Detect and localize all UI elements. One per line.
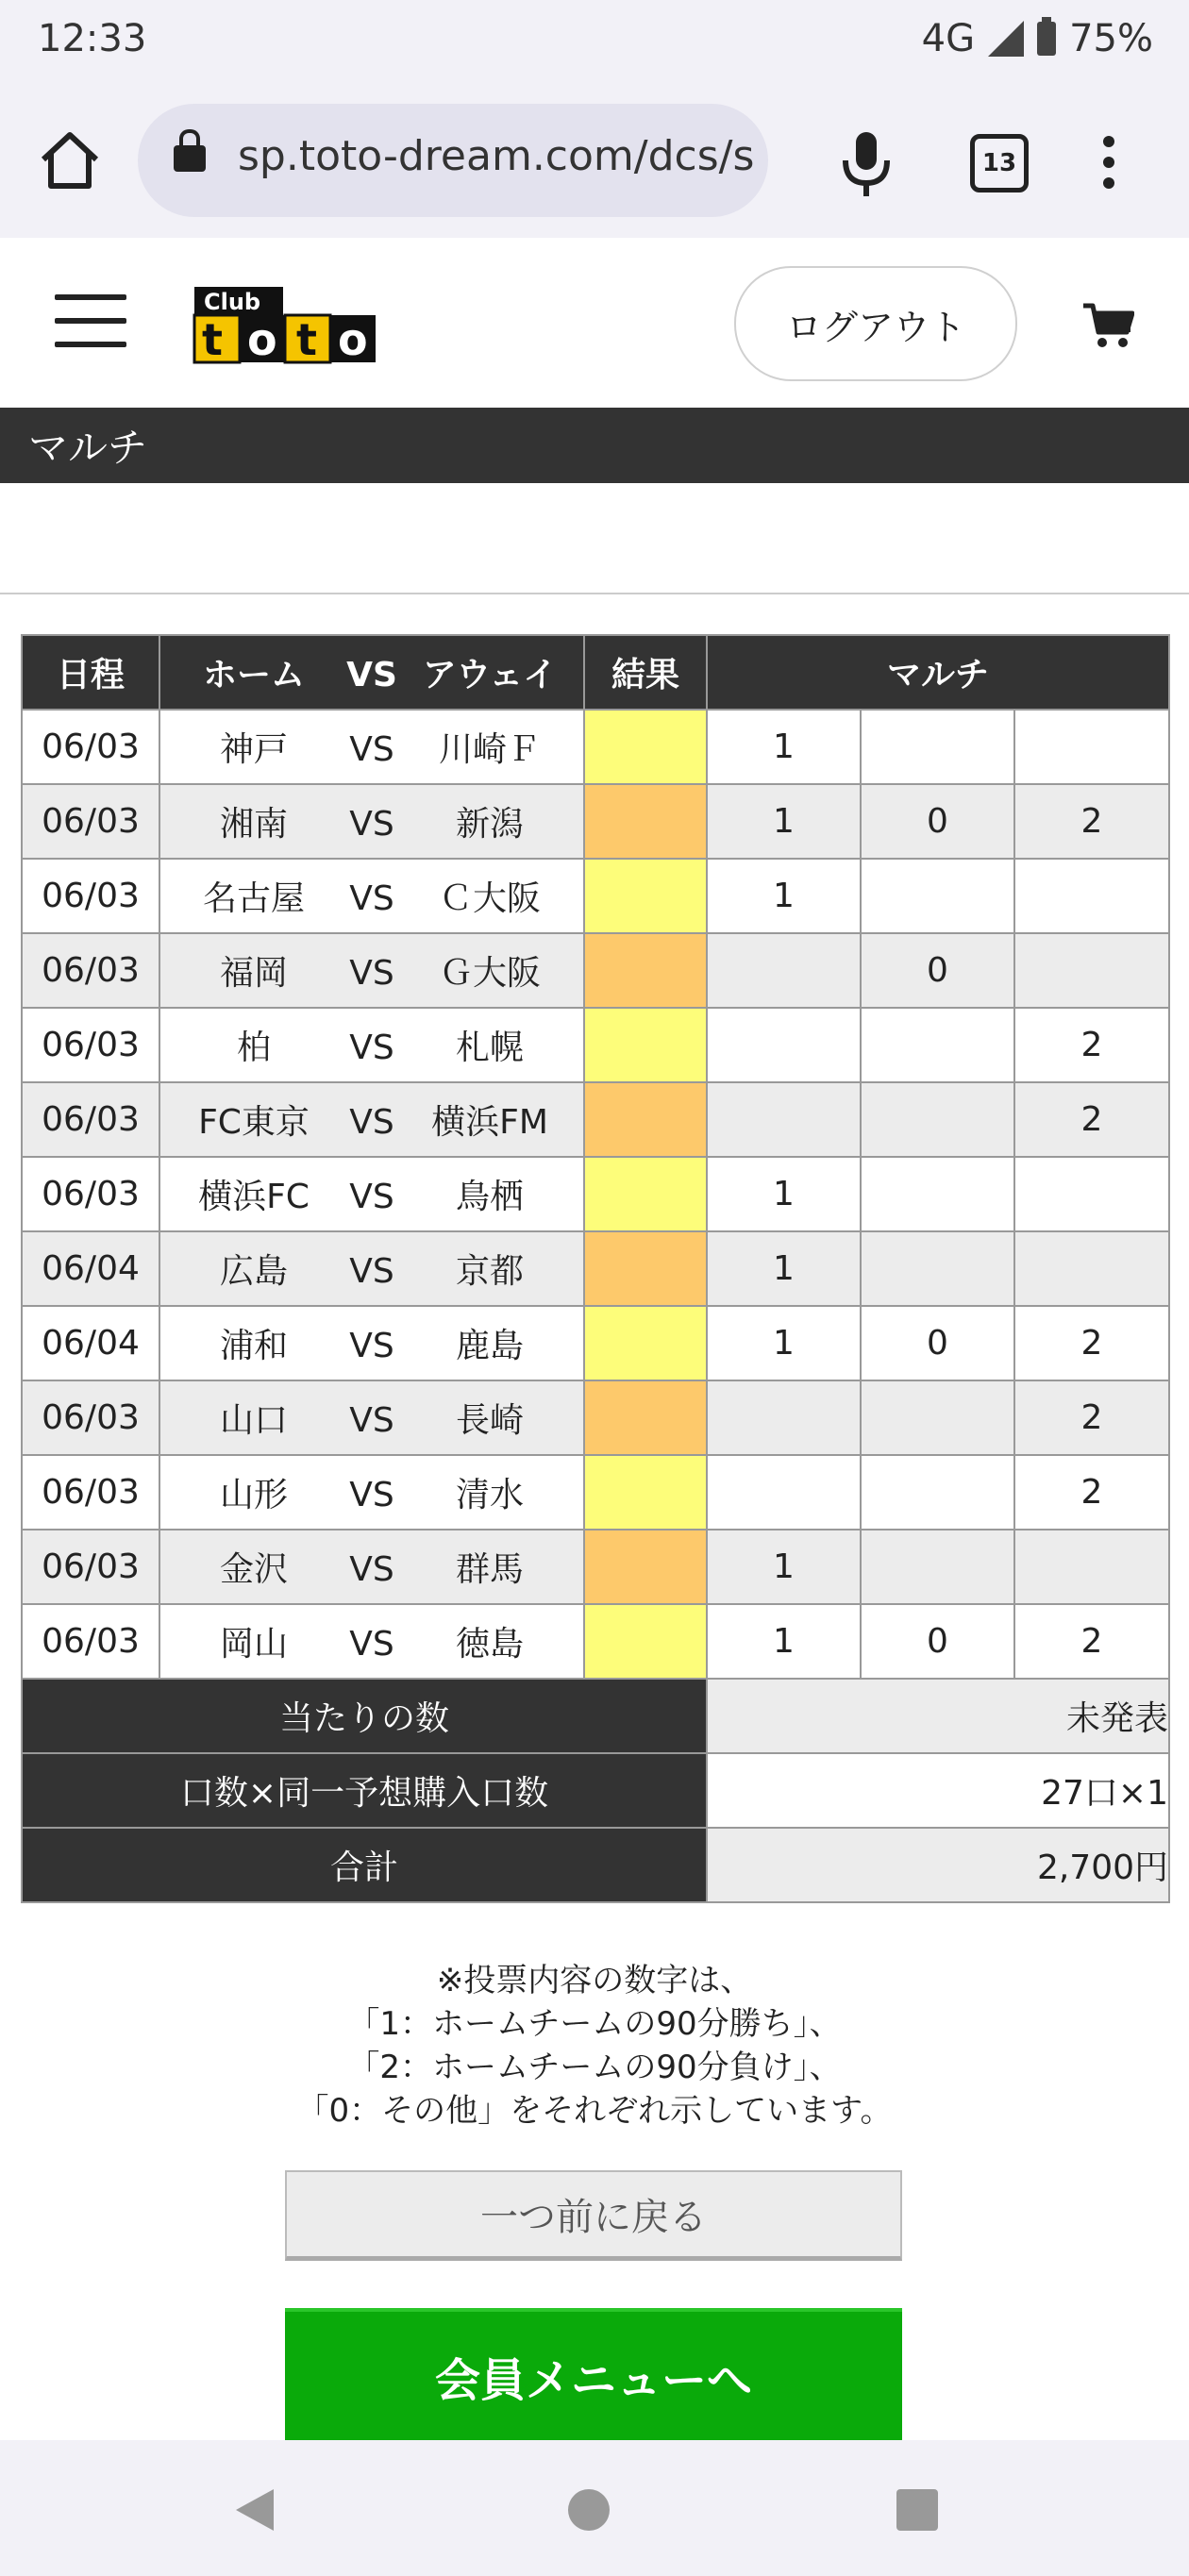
- pick-0: [861, 1455, 1014, 1530]
- away-team: 清水: [455, 1476, 524, 1514]
- svg-text:t: t: [202, 314, 223, 364]
- pick-0: 0: [861, 1306, 1014, 1380]
- home-team: 柏: [236, 1029, 271, 1067]
- away-team: 鹿島: [455, 1327, 524, 1365]
- units-row: [22, 1753, 1169, 1828]
- vs-label: VS: [349, 1401, 394, 1440]
- network-type: 4G: [921, 17, 976, 60]
- table-row: [22, 784, 1169, 859]
- match-date: 06/03: [22, 859, 159, 933]
- pick-1: 1: [707, 1604, 861, 1679]
- cart-icon[interactable]: [1081, 302, 1134, 349]
- away-team: 京都: [455, 1252, 524, 1291]
- home-team: 神戸: [219, 730, 288, 769]
- status-bar: [0, 0, 1189, 85]
- away-team: 徳島: [455, 1625, 524, 1664]
- table-row: [22, 1530, 1169, 1604]
- status-time: 12:33: [38, 17, 147, 60]
- header-date: 日程: [22, 635, 159, 710]
- match-teams: [159, 1082, 584, 1157]
- pick-1: [707, 933, 861, 1008]
- result-cell: [584, 1157, 707, 1231]
- units-value: 27口×1: [707, 1753, 1169, 1828]
- table-row: [22, 859, 1169, 933]
- away-team: 横浜FM: [431, 1103, 548, 1142]
- header-multi: マルチ: [707, 635, 1169, 710]
- battery-icon: [1037, 22, 1056, 56]
- match-teams: [159, 784, 584, 859]
- total-label: 合計: [22, 1828, 707, 1902]
- hits-row: [22, 1679, 1169, 1753]
- home-team: 金沢: [219, 1550, 288, 1589]
- note-line: 「1：ホームチームの90分勝ち」、: [347, 2005, 842, 2043]
- more-options-icon[interactable]: [1095, 130, 1123, 196]
- result-cell: [584, 1008, 707, 1082]
- match-date: 06/03: [22, 1530, 159, 1604]
- nav-back-icon[interactable]: [236, 2489, 274, 2531]
- hamburger-menu-icon[interactable]: [55, 294, 126, 347]
- pick-2: 2: [1014, 1008, 1169, 1082]
- divider: [0, 593, 1189, 594]
- home-team: 横浜FC: [198, 1178, 310, 1216]
- section-title-bar: [0, 408, 1189, 483]
- result-cell: [584, 1231, 707, 1306]
- note-line: 「0：その他」をそれぞれ示しています。: [296, 2092, 893, 2130]
- match-date: 06/03: [22, 784, 159, 859]
- match-date: 06/03: [22, 1380, 159, 1455]
- pick-0: [861, 1380, 1014, 1455]
- pick-2: [1014, 1530, 1169, 1604]
- back-button[interactable]: 一つ前に戻る: [285, 2170, 902, 2261]
- table-row: [22, 1455, 1169, 1530]
- url-text: sp.toto-dream.com/dcs/s: [238, 132, 755, 180]
- pick-1: [707, 1082, 861, 1157]
- table-row: [22, 1231, 1169, 1306]
- signal-icon: [988, 21, 1024, 57]
- pick-2: [1014, 1157, 1169, 1231]
- pick-0: [861, 1231, 1014, 1306]
- svg-text:o: o: [247, 314, 277, 364]
- table-row: [22, 1157, 1169, 1231]
- pick-0: [861, 1082, 1014, 1157]
- home-team: 山形: [219, 1476, 288, 1514]
- away-team: 札幌: [455, 1029, 524, 1067]
- table-row: [22, 1082, 1169, 1157]
- match-teams: [159, 933, 584, 1008]
- match-date: 06/04: [22, 1231, 159, 1306]
- home-icon[interactable]: [36, 127, 104, 195]
- match-teams: [159, 1530, 584, 1604]
- home-team: 山口: [219, 1401, 288, 1440]
- vs-label: VS: [349, 805, 394, 844]
- table-header-row: [22, 635, 1169, 710]
- away-team: Ｃ大阪: [438, 879, 541, 918]
- vs-label: VS: [349, 1327, 394, 1365]
- result-cell: [584, 710, 707, 784]
- system-nav-bar: [0, 2440, 1189, 2576]
- table-row: [22, 710, 1169, 784]
- url-bar[interactable]: [138, 104, 768, 217]
- match-teams: [159, 859, 584, 933]
- pick-1: [707, 1380, 861, 1455]
- match-teams: [159, 1008, 584, 1082]
- lock-icon: [174, 145, 206, 172]
- result-cell: [584, 1455, 707, 1530]
- match-date: 06/03: [22, 1604, 159, 1679]
- result-cell: [584, 1082, 707, 1157]
- hits-label: 当たりの数: [22, 1679, 707, 1753]
- away-team: 新潟: [455, 805, 524, 844]
- site-header: [0, 238, 1189, 408]
- result-cell: [584, 1380, 707, 1455]
- match-date: 06/04: [22, 1306, 159, 1380]
- pick-2: [1014, 710, 1169, 784]
- result-cell: [584, 784, 707, 859]
- result-cell: [584, 1306, 707, 1380]
- section-title: マルチ: [28, 425, 148, 471]
- status-indicators: [922, 17, 1153, 60]
- nav-home-icon[interactable]: [568, 2489, 610, 2531]
- result-cell: [584, 859, 707, 933]
- table-row: [22, 1380, 1169, 1455]
- table-row: [22, 933, 1169, 1008]
- microphone-icon[interactable]: [838, 128, 895, 200]
- svg-text:Club: Club: [204, 289, 261, 315]
- note-line: ※投票内容の数字は、: [436, 1962, 753, 1999]
- vs-label: VS: [349, 1252, 394, 1291]
- pick-0: [861, 1157, 1014, 1231]
- total-value: 2,700円: [707, 1828, 1169, 1902]
- svg-text:t: t: [296, 314, 317, 364]
- match-teams: [159, 1604, 584, 1679]
- pick-2: [1014, 933, 1169, 1008]
- vs-label: VS: [349, 1103, 394, 1142]
- vs-label: VS: [349, 1625, 394, 1664]
- member-menu-button[interactable]: 会員メニューへ: [285, 2308, 902, 2440]
- home-team: FC東京: [198, 1103, 310, 1142]
- home-team: 岡山: [219, 1625, 288, 1664]
- match-date: 06/03: [22, 1157, 159, 1231]
- pick-0: 0: [861, 784, 1014, 859]
- pick-2: 2: [1014, 1380, 1169, 1455]
- home-team: 名古屋: [202, 879, 305, 918]
- match-date: 06/03: [22, 1082, 159, 1157]
- away-team: 鳥栖: [455, 1178, 524, 1216]
- pick-0: 0: [861, 1604, 1014, 1679]
- match-teams: [159, 1157, 584, 1231]
- home-team: 福岡: [219, 954, 288, 993]
- header-result: 結果: [584, 635, 707, 710]
- pick-0: 0: [861, 933, 1014, 1008]
- pick-2: 2: [1014, 1306, 1169, 1380]
- pick-1: [707, 1455, 861, 1530]
- away-team: 群馬: [455, 1550, 524, 1589]
- away-team: 長崎: [455, 1401, 524, 1440]
- pick-1: 1: [707, 1306, 861, 1380]
- match-teams: [159, 1231, 584, 1306]
- pick-0: [861, 859, 1014, 933]
- note-line: 「2：ホームチームの90分負け」、: [347, 2049, 842, 2086]
- pick-1: [707, 1008, 861, 1082]
- pick-2: [1014, 1231, 1169, 1306]
- vs-label: VS: [349, 1476, 394, 1514]
- pick-1: 1: [707, 710, 861, 784]
- home-team: 浦和: [219, 1327, 288, 1365]
- units-label: 口数×同一予想購入口数: [22, 1753, 707, 1828]
- away-team: 川崎Ｆ: [438, 730, 541, 769]
- svg-text:o: o: [338, 314, 368, 364]
- match-teams: [159, 1306, 584, 1380]
- tab-switcher-button[interactable]: 13: [970, 134, 1029, 192]
- match-date: 06/03: [22, 710, 159, 784]
- vs-label: VS: [349, 879, 394, 918]
- home-team: 広島: [219, 1252, 288, 1291]
- pick-2: [1014, 859, 1169, 933]
- club-toto-logo[interactable]: [193, 285, 377, 364]
- total-row: [22, 1828, 1169, 1902]
- match-date: 06/03: [22, 1008, 159, 1082]
- pick-0: [861, 1008, 1014, 1082]
- pick-1: 1: [707, 1530, 861, 1604]
- hits-value: 未発表: [707, 1679, 1169, 1753]
- pick-2: 2: [1014, 1604, 1169, 1679]
- table-row: [22, 1604, 1169, 1679]
- vs-label: VS: [349, 730, 394, 769]
- vs-label: VS: [349, 1029, 394, 1067]
- pick-1: 1: [707, 1231, 861, 1306]
- away-team: Ｇ大阪: [438, 954, 541, 993]
- vs-label: VS: [349, 954, 394, 993]
- vs-label: VS: [349, 1178, 394, 1216]
- result-cell: [584, 1530, 707, 1604]
- pick-0: [861, 1530, 1014, 1604]
- result-cell: [584, 1604, 707, 1679]
- table-row: [22, 1008, 1169, 1082]
- pick-2: 2: [1014, 784, 1169, 859]
- match-teams: [159, 1380, 584, 1455]
- match-teams: [159, 1455, 584, 1530]
- match-date: 06/03: [22, 1455, 159, 1530]
- pick-1: 1: [707, 859, 861, 933]
- table-row: [22, 1306, 1169, 1380]
- pick-1: 1: [707, 1157, 861, 1231]
- vote-legend-note: [0, 1959, 1189, 2133]
- nav-recents-icon[interactable]: [896, 2489, 938, 2531]
- logout-button[interactable]: ログアウト: [734, 266, 1017, 381]
- pick-2: 2: [1014, 1082, 1169, 1157]
- pick-2: 2: [1014, 1455, 1169, 1530]
- match-date: 06/03: [22, 933, 159, 1008]
- vs-label: VS: [349, 1550, 394, 1589]
- browser-toolbar: [0, 85, 1189, 240]
- battery-level: 75%: [1069, 17, 1153, 60]
- match-teams: [159, 710, 584, 784]
- vote-table: [21, 634, 1170, 1903]
- header-match: ホーム VS アウェイ: [159, 635, 584, 710]
- result-cell: [584, 933, 707, 1008]
- pick-1: 1: [707, 784, 861, 859]
- pick-0: [861, 710, 1014, 784]
- home-team: 湘南: [219, 805, 288, 844]
